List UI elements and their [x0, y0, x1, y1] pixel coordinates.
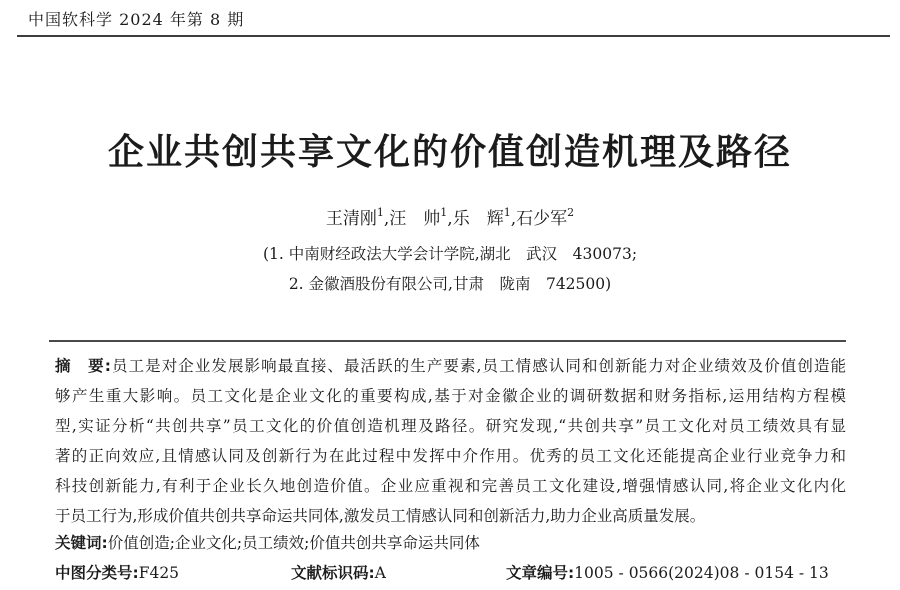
author-superscript: 2 [567, 206, 575, 220]
abstract-line: 著的正向效应,且情感认同及创新行为在此过程中发挥中介作用。优秀的员工文化还能提高企业行业竞争力和 [55, 447, 846, 465]
clc-label: 中图分类号: [55, 564, 139, 582]
abstract-line [55, 351, 846, 381]
section-rule-divider [49, 340, 846, 342]
author-separator: , [510, 209, 517, 229]
author-separator: , [383, 209, 390, 229]
journal-header: 中国软科学 2024 年第 8 期 [28, 10, 245, 29]
keywords-text: 价值创造;企业文化;员工绩效;价值共创共享命运共同体 [107, 534, 480, 552]
abstract-line: 型,实证分析“共创共享”员工文化的价值创造机理及路径。研究发现,“共创共享”员工文化对员工绩效具有显 [55, 417, 846, 435]
affiliation-line: 2. 金徽酒股份有限公司,甘肃 陇南 742500) [288, 275, 612, 293]
author-separator: , [447, 209, 453, 229]
author-name: 石少军 [516, 209, 568, 229]
doc-code-value: A [374, 564, 386, 582]
author-name: 王清刚 [325, 209, 377, 229]
author-name: 乐 辉 [452, 209, 504, 229]
article-id-label: 文章编号: [505, 564, 575, 582]
header-rule-divider [17, 35, 890, 37]
keywords-line [55, 530, 846, 556]
abstract-line: 科技创新能力,有利于企业长久地创造价值。企业应重视和完善员工文化建设,增强情感认同,将企业文化内化 [55, 477, 846, 495]
doc-code-item [291, 564, 386, 582]
article-id-item [506, 564, 829, 582]
abstract-label: 摘 要: [55, 357, 111, 375]
clc-item [55, 564, 179, 582]
keywords-label: 关键词: [55, 534, 108, 552]
abstract-block [55, 351, 846, 531]
author-superscript: 1 [376, 206, 384, 220]
clc-value: F425 [138, 564, 180, 582]
author-superscript: 1 [503, 206, 511, 220]
affiliation-line: (1. 中南财经政法大学会计学院,湖北 武汉 430073; [262, 245, 638, 263]
paper-title: 企业共创共享文化的价值创造机理及路径 [107, 131, 792, 173]
abstract-text: 员工是对企业发展影响最直接、最活跃的生产要素,员工情感认同和创新能力对企业绩效及价值创造能 [110, 357, 847, 375]
author-name: 汪 帅 [389, 209, 441, 229]
abstract-line: 够产生重大影响。员工文化是企业文化的重要构成,基于对金徽企业的调研数据和财务指标,运用结构方程模 [55, 387, 846, 405]
classification-line [55, 560, 855, 586]
authors-line [0, 206, 900, 232]
abstract-line: 于员工行为,形成价值共创共享命运共同体,激发员工情感认同和创新活力,助力企业高质量发展。 [55, 507, 706, 525]
author-superscript: 1 [440, 206, 448, 220]
doc-code-label: 文献标识码: [291, 564, 375, 582]
article-id-value: 1005 - 0566(2024)08 - 0154 - 13 [574, 564, 829, 582]
